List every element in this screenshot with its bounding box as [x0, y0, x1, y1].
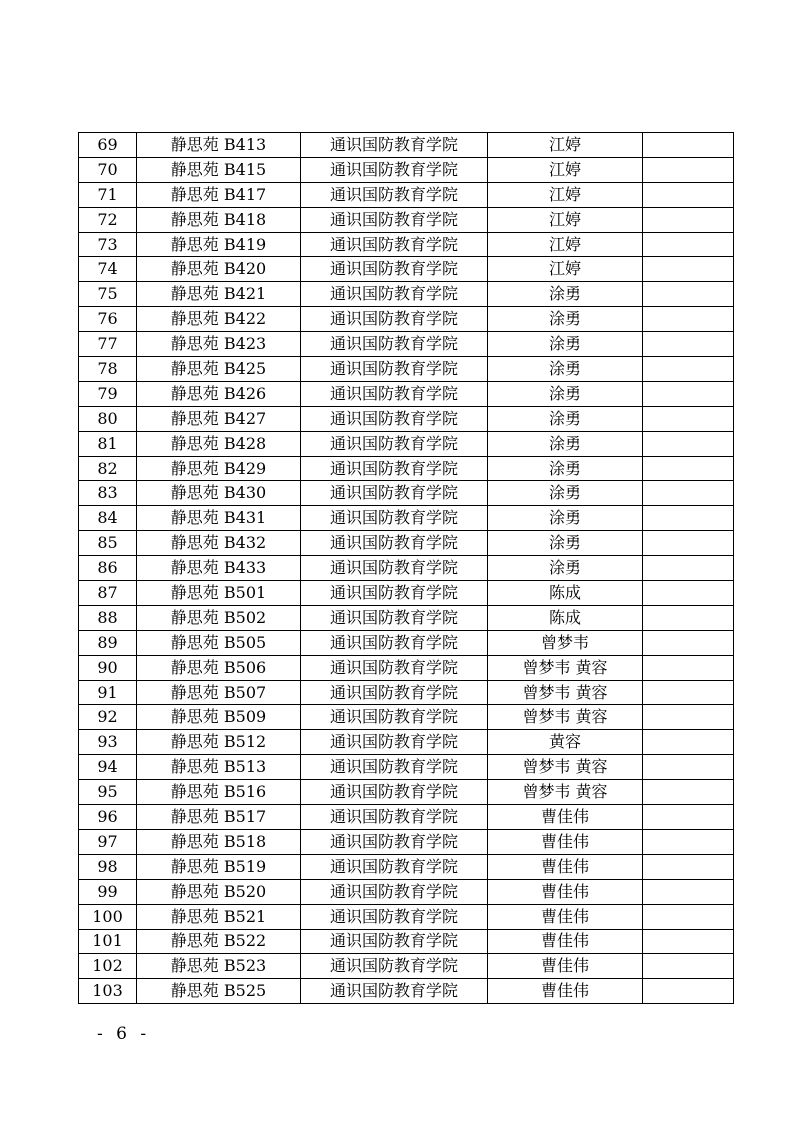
staff-cell: 曾梦韦 黄容 [488, 655, 643, 680]
college-cell: 通识国防教育学院 [301, 431, 488, 456]
staff-cell: 曹佳伟 [488, 829, 643, 854]
row-number-cell: 86 [79, 556, 137, 581]
note-cell [643, 406, 734, 431]
staff-cell: 陈成 [488, 605, 643, 630]
row-number-cell: 94 [79, 755, 137, 780]
note-cell [643, 381, 734, 406]
college-cell: 通识国防教育学院 [301, 581, 488, 606]
college-cell: 通识国防教育学院 [301, 257, 488, 282]
table-row [79, 232, 734, 257]
note-cell [643, 780, 734, 805]
college-cell: 通识国防教育学院 [301, 979, 488, 1004]
table-row [79, 705, 734, 730]
row-number-cell: 76 [79, 307, 137, 332]
room-cell: 静思苑 B423 [137, 332, 301, 357]
table-row [79, 381, 734, 406]
staff-cell: 曾梦韦 [488, 630, 643, 655]
table-row [79, 904, 734, 929]
note-cell [643, 556, 734, 581]
college-cell: 通识国防教育学院 [301, 705, 488, 730]
table-row [79, 133, 734, 158]
row-number-cell: 98 [79, 854, 137, 879]
room-cell: 静思苑 B430 [137, 481, 301, 506]
staff-cell: 涂勇 [488, 506, 643, 531]
table-row [79, 282, 734, 307]
row-number-cell: 84 [79, 506, 137, 531]
college-cell: 通识国防教育学院 [301, 332, 488, 357]
table-row [79, 531, 734, 556]
college-cell: 通识国防教育学院 [301, 182, 488, 207]
college-cell: 通识国防教育学院 [301, 680, 488, 705]
note-cell [643, 581, 734, 606]
college-cell: 通识国防教育学院 [301, 556, 488, 581]
college-cell: 通识国防教育学院 [301, 929, 488, 954]
row-number-cell: 85 [79, 531, 137, 556]
table-row [79, 605, 734, 630]
note-cell [643, 531, 734, 556]
staff-cell: 江婷 [488, 257, 643, 282]
staff-cell: 曾梦韦 黄容 [488, 680, 643, 705]
staff-cell: 涂勇 [488, 282, 643, 307]
room-cell: 静思苑 B427 [137, 406, 301, 431]
college-cell: 通识国防教育学院 [301, 406, 488, 431]
row-number-cell: 74 [79, 257, 137, 282]
staff-cell: 涂勇 [488, 556, 643, 581]
note-cell [643, 680, 734, 705]
table-row [79, 755, 734, 780]
row-number-cell: 96 [79, 805, 137, 830]
college-cell: 通识国防教育学院 [301, 879, 488, 904]
row-number-cell: 89 [79, 630, 137, 655]
table-row [79, 655, 734, 680]
college-cell: 通识国防教育学院 [301, 456, 488, 481]
staff-cell: 涂勇 [488, 332, 643, 357]
note-cell [643, 605, 734, 630]
room-cell: 静思苑 B431 [137, 506, 301, 531]
row-number-cell: 92 [79, 705, 137, 730]
note-cell [643, 357, 734, 382]
table-row [79, 630, 734, 655]
staff-cell: 曹佳伟 [488, 904, 643, 929]
row-number-cell: 102 [79, 954, 137, 979]
room-cell: 静思苑 B516 [137, 780, 301, 805]
room-cell: 静思苑 B525 [137, 979, 301, 1004]
table-row [79, 332, 734, 357]
dormitory-table-body [79, 133, 734, 1004]
row-number-cell: 72 [79, 207, 137, 232]
room-cell: 静思苑 B519 [137, 854, 301, 879]
table-row [79, 829, 734, 854]
row-number-cell: 91 [79, 680, 137, 705]
note-cell [643, 133, 734, 158]
staff-cell: 曾梦韦 黄容 [488, 780, 643, 805]
college-cell: 通识国防教育学院 [301, 357, 488, 382]
note-cell [643, 805, 734, 830]
staff-cell: 曾梦韦 黄容 [488, 705, 643, 730]
note-cell [643, 431, 734, 456]
college-cell: 通识国防教育学院 [301, 133, 488, 158]
table-row [79, 307, 734, 332]
table-row [79, 929, 734, 954]
note-cell [643, 481, 734, 506]
college-cell: 通识国防教育学院 [301, 157, 488, 182]
college-cell: 通识国防教育学院 [301, 755, 488, 780]
table-row [79, 406, 734, 431]
room-cell: 静思苑 B429 [137, 456, 301, 481]
room-cell: 静思苑 B521 [137, 904, 301, 929]
staff-cell: 涂勇 [488, 431, 643, 456]
row-number-cell: 97 [79, 829, 137, 854]
note-cell [643, 705, 734, 730]
room-cell: 静思苑 B502 [137, 605, 301, 630]
note-cell [643, 257, 734, 282]
row-number-cell: 80 [79, 406, 137, 431]
table-row [79, 207, 734, 232]
room-cell: 静思苑 B419 [137, 232, 301, 257]
table-row [79, 431, 734, 456]
table-row [79, 730, 734, 755]
room-cell: 静思苑 B422 [137, 307, 301, 332]
college-cell: 通识国防教育学院 [301, 506, 488, 531]
row-number-cell: 78 [79, 357, 137, 382]
row-number-cell: 70 [79, 157, 137, 182]
row-number-cell: 73 [79, 232, 137, 257]
staff-cell: 曹佳伟 [488, 929, 643, 954]
college-cell: 通识国防教育学院 [301, 232, 488, 257]
room-cell: 静思苑 B425 [137, 357, 301, 382]
row-number-cell: 81 [79, 431, 137, 456]
college-cell: 通识国防教育学院 [301, 481, 488, 506]
table-row [79, 157, 734, 182]
room-cell: 静思苑 B523 [137, 954, 301, 979]
note-cell [643, 655, 734, 680]
staff-cell: 曹佳伟 [488, 854, 643, 879]
college-cell: 通识国防教育学院 [301, 730, 488, 755]
row-number-cell: 69 [79, 133, 137, 158]
college-cell: 通识国防教育学院 [301, 829, 488, 854]
college-cell: 通识国防教育学院 [301, 954, 488, 979]
room-cell: 静思苑 B517 [137, 805, 301, 830]
staff-cell: 江婷 [488, 207, 643, 232]
staff-cell: 涂勇 [488, 531, 643, 556]
table-row [79, 805, 734, 830]
note-cell [643, 232, 734, 257]
staff-cell: 江婷 [488, 182, 643, 207]
note-cell [643, 630, 734, 655]
row-number-cell: 103 [79, 979, 137, 1004]
page-number: - 6 - [97, 1024, 151, 1044]
note-cell [643, 879, 734, 904]
note-cell [643, 282, 734, 307]
room-cell: 静思苑 B420 [137, 257, 301, 282]
note-cell [643, 456, 734, 481]
room-cell: 静思苑 B428 [137, 431, 301, 456]
staff-cell: 涂勇 [488, 307, 643, 332]
note-cell [643, 506, 734, 531]
room-cell: 静思苑 B415 [137, 157, 301, 182]
college-cell: 通识国防教育学院 [301, 282, 488, 307]
row-number-cell: 82 [79, 456, 137, 481]
room-cell: 静思苑 B432 [137, 531, 301, 556]
table-row [79, 182, 734, 207]
note-cell [643, 207, 734, 232]
room-cell: 静思苑 B417 [137, 182, 301, 207]
note-cell [643, 182, 734, 207]
room-cell: 静思苑 B426 [137, 381, 301, 406]
table-row [79, 257, 734, 282]
table-row [79, 357, 734, 382]
room-cell: 静思苑 B509 [137, 705, 301, 730]
note-cell [643, 929, 734, 954]
room-cell: 静思苑 B512 [137, 730, 301, 755]
note-cell [643, 854, 734, 879]
row-number-cell: 77 [79, 332, 137, 357]
college-cell: 通识国防教育学院 [301, 381, 488, 406]
table-row [79, 456, 734, 481]
college-cell: 通识国防教育学院 [301, 207, 488, 232]
staff-cell: 江婷 [488, 157, 643, 182]
table-row [79, 780, 734, 805]
staff-cell: 涂勇 [488, 456, 643, 481]
staff-cell: 江婷 [488, 232, 643, 257]
note-cell [643, 332, 734, 357]
note-cell [643, 730, 734, 755]
row-number-cell: 93 [79, 730, 137, 755]
table-row [79, 581, 734, 606]
room-cell: 静思苑 B507 [137, 680, 301, 705]
college-cell: 通识国防教育学院 [301, 630, 488, 655]
row-number-cell: 71 [79, 182, 137, 207]
staff-cell: 黄容 [488, 730, 643, 755]
staff-cell: 曾梦韦 黄容 [488, 755, 643, 780]
staff-cell: 江婷 [488, 133, 643, 158]
room-cell: 静思苑 B433 [137, 556, 301, 581]
note-cell [643, 954, 734, 979]
room-cell: 静思苑 B506 [137, 655, 301, 680]
note-cell [643, 829, 734, 854]
college-cell: 通识国防教育学院 [301, 605, 488, 630]
staff-cell: 涂勇 [488, 481, 643, 506]
table-row [79, 680, 734, 705]
table-row [79, 854, 734, 879]
staff-cell: 曹佳伟 [488, 954, 643, 979]
college-cell: 通识国防教育学院 [301, 655, 488, 680]
room-cell: 静思苑 B513 [137, 755, 301, 780]
row-number-cell: 101 [79, 929, 137, 954]
staff-cell: 曹佳伟 [488, 979, 643, 1004]
room-cell: 静思苑 B520 [137, 879, 301, 904]
college-cell: 通识国防教育学院 [301, 904, 488, 929]
note-cell [643, 904, 734, 929]
room-cell: 静思苑 B518 [137, 829, 301, 854]
note-cell [643, 755, 734, 780]
row-number-cell: 90 [79, 655, 137, 680]
table-row [79, 556, 734, 581]
college-cell: 通识国防教育学院 [301, 805, 488, 830]
staff-cell: 陈成 [488, 581, 643, 606]
staff-cell: 涂勇 [488, 381, 643, 406]
table-row [79, 954, 734, 979]
table-row [79, 879, 734, 904]
room-cell: 静思苑 B421 [137, 282, 301, 307]
row-number-cell: 83 [79, 481, 137, 506]
row-number-cell: 100 [79, 904, 137, 929]
college-cell: 通识国防教育学院 [301, 780, 488, 805]
note-cell [643, 307, 734, 332]
note-cell [643, 979, 734, 1004]
row-number-cell: 95 [79, 780, 137, 805]
row-number-cell: 88 [79, 605, 137, 630]
row-number-cell: 87 [79, 581, 137, 606]
note-cell [643, 157, 734, 182]
room-cell: 静思苑 B413 [137, 133, 301, 158]
room-cell: 静思苑 B418 [137, 207, 301, 232]
table-row [79, 979, 734, 1004]
college-cell: 通识国防教育学院 [301, 307, 488, 332]
table-row [79, 481, 734, 506]
row-number-cell: 79 [79, 381, 137, 406]
college-cell: 通识国防教育学院 [301, 531, 488, 556]
staff-cell: 曹佳伟 [488, 805, 643, 830]
dormitory-table [78, 132, 734, 1004]
college-cell: 通识国防教育学院 [301, 854, 488, 879]
staff-cell: 涂勇 [488, 406, 643, 431]
room-cell: 静思苑 B505 [137, 630, 301, 655]
staff-cell: 曹佳伟 [488, 879, 643, 904]
row-number-cell: 75 [79, 282, 137, 307]
room-cell: 静思苑 B522 [137, 929, 301, 954]
room-cell: 静思苑 B501 [137, 581, 301, 606]
row-number-cell: 99 [79, 879, 137, 904]
staff-cell: 涂勇 [488, 357, 643, 382]
table-row [79, 506, 734, 531]
